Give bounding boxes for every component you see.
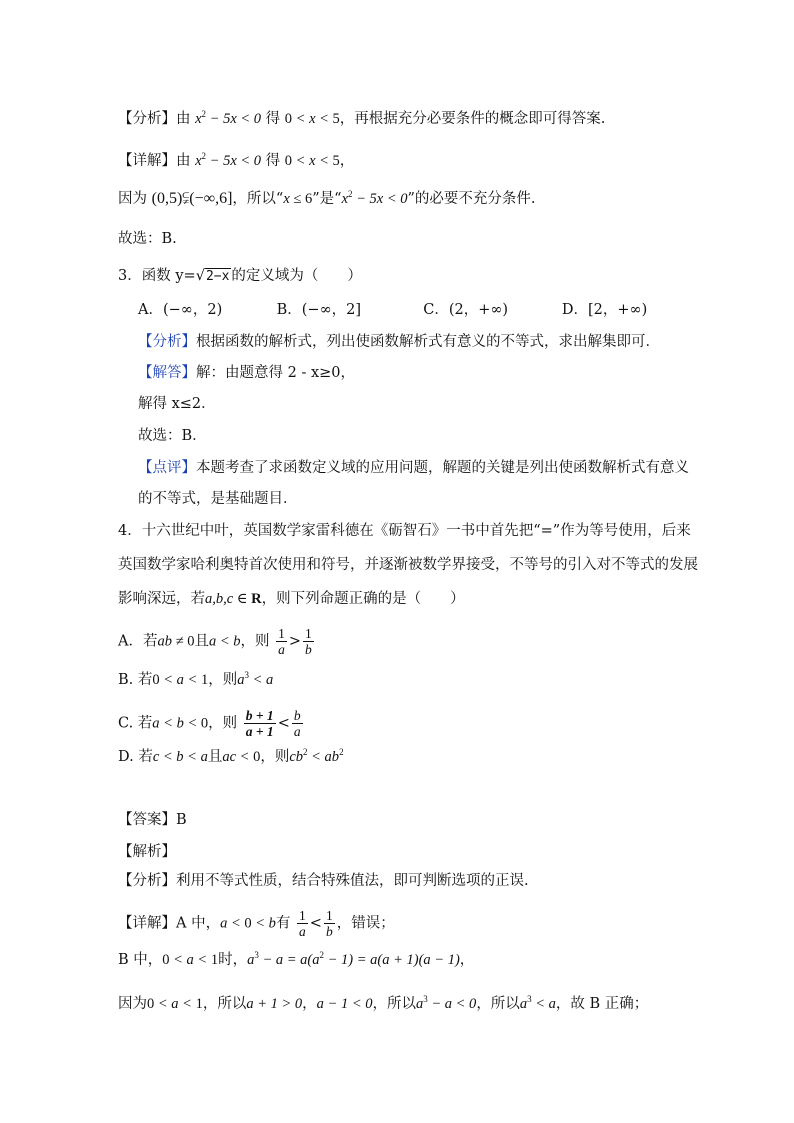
fraction: $\frac{b}{a}$ <box>293 708 301 739</box>
detail-tag: 【详解】 <box>118 153 176 169</box>
option-a[interactable]: A．(−∞，2) <box>138 302 223 318</box>
detail-line: 【详解】由 $x^2 - 5x < 0$ 得 0 < x < 5， <box>118 151 355 169</box>
option-c-row[interactable]: C. 若a < b < 0，则 $\frac{b + 1}{a + 1}$ < $\frac{b}{a}$ <box>118 708 301 739</box>
q3-comment: 【点评】本题考查了求函数定义域的应用问题，解题的关键是列出使函数解析式有意义 <box>138 460 689 476</box>
question-4-stem-3: 影响深远，若a,b,c ∈ R，则下列命题正确的是（ ） <box>118 591 465 607</box>
analysis-tag: 【分析】 <box>118 111 176 127</box>
option-b-row[interactable]: B. 若0 < a < 1，则$a^3 < a$ <box>118 670 274 688</box>
option-d[interactable]: D．[2，+∞) <box>561 302 648 318</box>
q4-answer: 【答案】B <box>118 812 187 828</box>
q3-comment-cont: 的不等式，是基础题目． <box>138 491 298 507</box>
q3-analysis: 【分析】根据函数的解析式，列出使函数解析式有意义的不等式，求出解集即可． <box>138 334 660 350</box>
fraction: $\frac{1}{a}$ <box>299 908 306 939</box>
q3-solution: 【解答】解：由题意得 2 - x≥0， <box>138 365 356 381</box>
option-c[interactable]: C．(2，+∞) <box>423 302 509 318</box>
q4-detail-a: 【详解】A 中，a < 0 < b有 $\frac{1}{a}$ < $\frac{1}{b}$ ，错误； <box>118 908 395 939</box>
analysis-line: 【分析】由 $x^2 - 5x < 0$ 得 0 < x < 5，再根据充分必要条件的概念即可得答案. <box>118 109 606 127</box>
fraction: $\frac{b + 1}{a + 1}$ <box>245 708 274 739</box>
q4-explanation-tag: 【解析】 <box>118 844 176 860</box>
question-4-stem-1: 4．十六世纪中叶，英国数学家雷科德在《砺智石》一书中首先把“=”作为等号使用，后来 <box>118 523 691 539</box>
fraction: $\frac{1}{b}$ <box>305 626 312 657</box>
set-inclusion: (0,5)⫋(−∞,6] <box>151 190 233 207</box>
option-b[interactable]: B．(−∞，2] <box>276 302 362 318</box>
fraction: $\frac{1}{a}$ <box>278 626 285 657</box>
q4-detail-b: B 中，0 < a < 1时，$a^3 - a = a(a^2 - 1) = a(a + 1)(a - 1)$， <box>118 950 475 968</box>
option-a-row[interactable]: A．若ab ≠ 0且a < b，则 $\frac{1}{a}$ > $\frac{1}{b}$ <box>118 626 312 657</box>
q4-analysis: 【分析】利用不等式性质，结合特殊值法，即可判断选项的正误. <box>118 873 529 889</box>
fraction: $\frac{1}{b}$ <box>325 908 333 939</box>
option-d-row[interactable]: D. 若c < b < a且ac < 0，则$cb^2 < ab^2$ <box>118 747 344 765</box>
question-4-stem-2: 英国数学家哈利奥特首次使用和符号，并逐渐被数学界接受，不等号的引入对不等式的发展 <box>118 557 698 573</box>
q3-answer: 故选：B． <box>138 428 207 444</box>
q4-detail-conclusion: 因为0 < a < 1，所以a + 1 > 0，a − 1 < 0，所以$a^3 - a < 0$，所以$a^3 < a$，故 B 正确； <box>118 994 649 1012</box>
question-3-options <box>138 300 647 320</box>
sqrt-expression: √2−x <box>195 268 230 284</box>
answer-line: 故选：B. <box>118 231 177 247</box>
question-3-stem: 3．函数 y=√2−x 的定义域为（ ） <box>118 266 362 287</box>
q3-solve-result: 解得 x≤2． <box>138 396 216 412</box>
because-line: 因为 (0,5)⫋(−∞,6]，所以“x ≤ 6”是“$x^2 - 5x < 0$”的必要不充分条件. <box>118 189 536 207</box>
